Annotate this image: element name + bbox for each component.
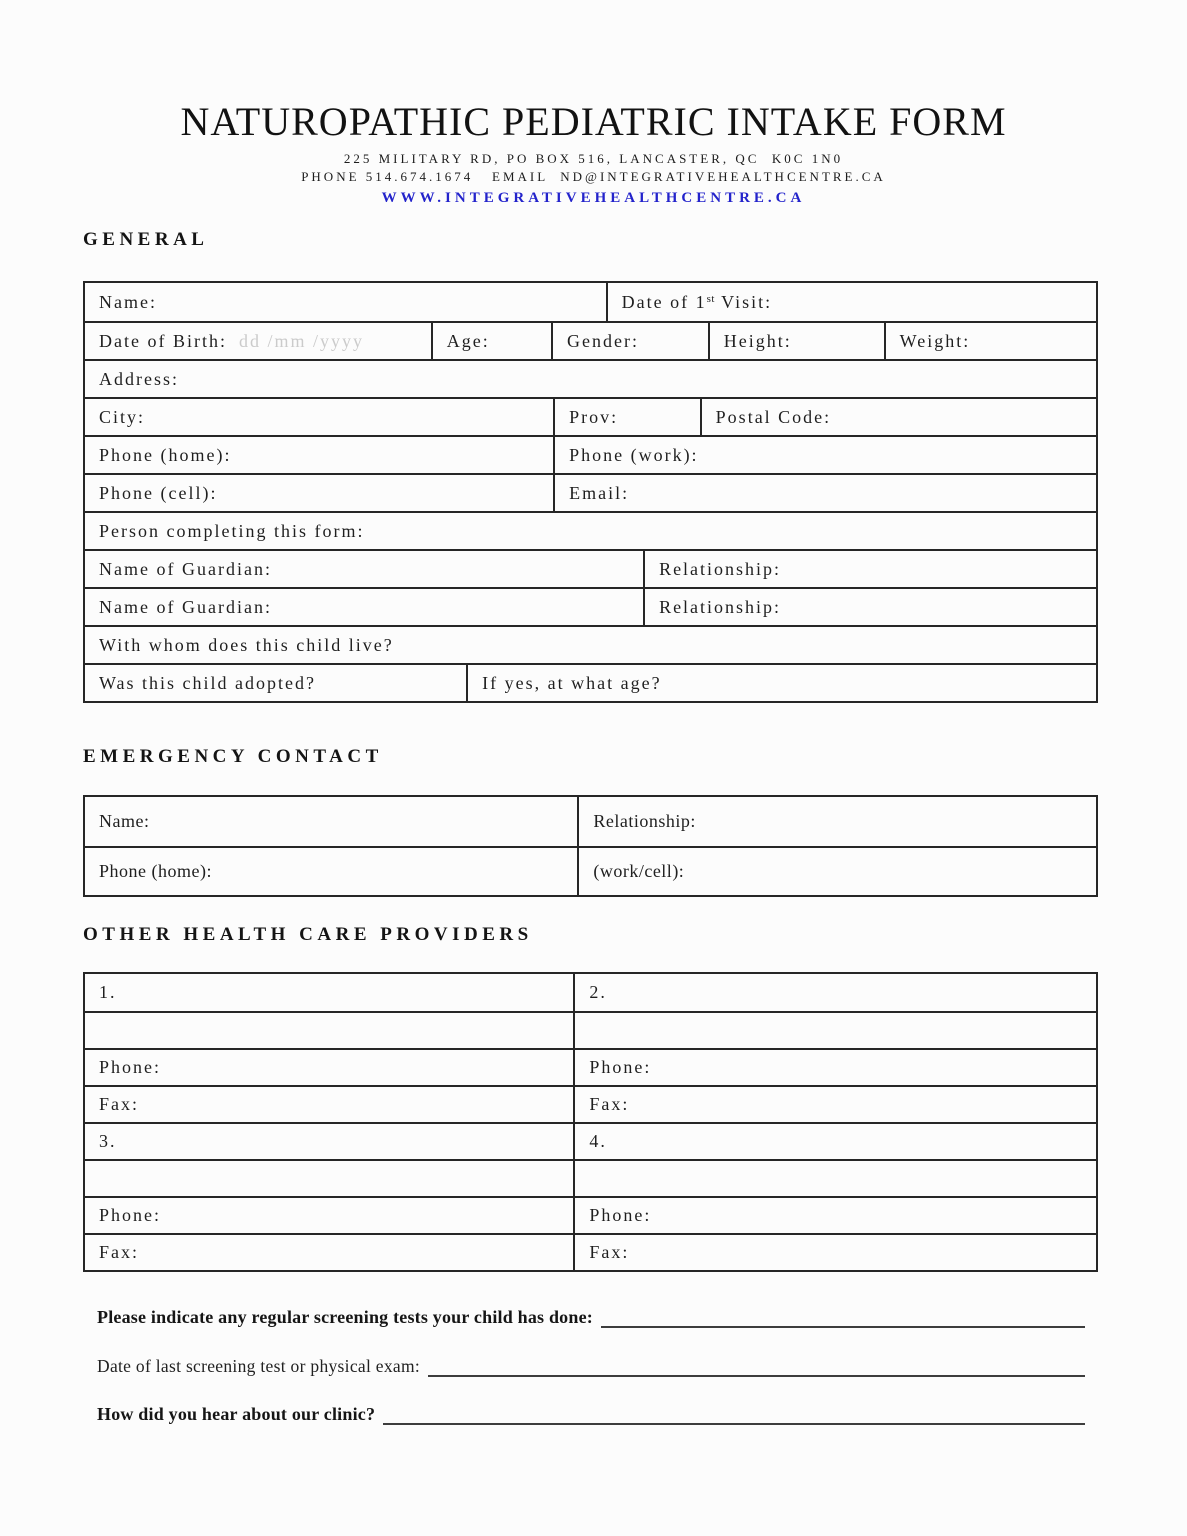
prov-field[interactable] — [553, 399, 700, 435]
date-of-birth-placeholder: dd /mm /yyyy — [238, 330, 364, 351]
table-row — [85, 1011, 1096, 1048]
guardian-1-relationship-field[interactable] — [643, 551, 1096, 587]
provider-4-details-field[interactable] — [573, 1161, 1096, 1196]
provider-2-phone-field[interactable] — [573, 1050, 1096, 1085]
table-row — [85, 321, 1096, 359]
table-row — [85, 1233, 1096, 1270]
city-label: City: — [99, 406, 146, 427]
guardian-2-name-label: Name of Guardian: — [99, 596, 272, 617]
table-row — [85, 1159, 1096, 1196]
table-row — [85, 473, 1096, 511]
age-label: Age: — [446, 330, 490, 351]
guardian-2-relationship-field[interactable] — [643, 589, 1096, 625]
table-row — [85, 1196, 1096, 1233]
provider-3-phone-label: Phone: — [99, 1205, 162, 1225]
general-heading: GENERAL — [83, 229, 209, 250]
age-field[interactable] — [431, 323, 551, 359]
providers-heading: OTHER HEALTH CARE PROVIDERS — [83, 924, 533, 945]
provider-2-name-field[interactable] — [573, 974, 1096, 1011]
address-label: Address: — [99, 368, 179, 389]
address-field[interactable] — [85, 361, 1096, 397]
provider-1-phone-label: Phone: — [99, 1057, 162, 1077]
provider-3-details-field[interactable] — [85, 1161, 573, 1196]
provider-3-fax-label: Fax: — [99, 1242, 140, 1262]
phone-home-label: Phone (home): — [99, 444, 232, 465]
providers-table — [83, 972, 1098, 1272]
guardian-2-relationship-label: Relationship: — [659, 596, 782, 617]
hear-about-blank[interactable] — [383, 1420, 1085, 1425]
general-table — [83, 281, 1098, 703]
last-screening-label: Date of last screening test or physical exam: — [97, 1356, 421, 1376]
table-row — [85, 283, 1096, 321]
screening-tests-line — [97, 1307, 1085, 1328]
emergency-work-cell-label: (work/cell): — [593, 861, 685, 881]
name-label: Name: — [99, 291, 157, 312]
last-screening-blank[interactable] — [428, 1372, 1085, 1377]
clinic-address: 225 MILITARY RD, PO BOX 516, LANCASTER, QC K0C 1N0 — [343, 151, 844, 166]
table-row — [85, 359, 1096, 397]
postal-code-label: Postal Code: — [715, 406, 832, 427]
person-completing-label: Person completing this form: — [99, 520, 365, 541]
provider-3-name-field[interactable] — [85, 1124, 573, 1159]
table-row — [85, 663, 1096, 701]
provider-4-fax-label: Fax: — [589, 1242, 630, 1262]
provider-3-phone-field[interactable] — [85, 1198, 573, 1233]
table-row — [85, 511, 1096, 549]
clinic-phone-email: PHONE 514.674.1674 EMAIL ND@INTEGRATIVEHEALTHCENTRE.CA — [301, 169, 886, 184]
emergency-relationship-field[interactable] — [577, 797, 1096, 846]
table-row — [85, 1048, 1096, 1085]
phone-work-label: Phone (work): — [569, 444, 699, 465]
emergency-contact-table — [83, 795, 1098, 897]
postal-code-field[interactable] — [700, 399, 1096, 435]
screening-tests-blank[interactable] — [601, 1323, 1085, 1328]
emergency-contact-heading: EMERGENCY CONTACT — [83, 746, 383, 767]
hear-about-label: How did you hear about our clinic? — [97, 1404, 376, 1424]
provider-4-phone-field[interactable] — [573, 1198, 1096, 1233]
first-visit-date-field[interactable] — [606, 283, 1096, 321]
form-title: NATUROPATHIC PEDIATRIC INTAKE FORM — [180, 99, 1007, 144]
height-label: Height: — [723, 330, 792, 351]
person-completing-field[interactable] — [85, 513, 1096, 549]
adopted-label: Was this child adopted? — [99, 672, 317, 693]
provider-1-fax-label: Fax: — [99, 1094, 140, 1114]
table-row — [85, 974, 1096, 1011]
emergency-phone-home-field[interactable] — [85, 848, 577, 895]
provider-4-name-field[interactable] — [573, 1124, 1096, 1159]
last-screening-line — [97, 1356, 1085, 1377]
name-field[interactable] — [85, 283, 606, 321]
screening-tests-label: Please indicate any regular screening tests your child has done: — [97, 1307, 593, 1327]
guardian-2-name-field[interactable] — [85, 589, 643, 625]
provider-2-fax-field[interactable] — [573, 1087, 1096, 1122]
child-lives-with-field[interactable] — [85, 627, 1096, 663]
hear-about-line — [97, 1404, 1085, 1425]
table-row — [85, 549, 1096, 587]
provider-1-name-field[interactable] — [85, 974, 573, 1011]
provider-3-number: 3. — [99, 1131, 117, 1151]
provider-2-details-field[interactable] — [573, 1013, 1096, 1048]
email-field[interactable] — [553, 475, 1096, 511]
table-row — [85, 397, 1096, 435]
gender-field[interactable] — [551, 323, 708, 359]
phone-cell-field[interactable] — [85, 475, 553, 511]
table-row — [85, 435, 1096, 473]
provider-4-number: 4. — [589, 1131, 607, 1151]
table-row — [85, 797, 1096, 846]
adopted-age-field[interactable] — [466, 665, 1096, 701]
guardian-1-relationship-label: Relationship: — [659, 558, 782, 579]
weight-label: Weight: — [899, 330, 971, 351]
provider-1-number: 1. — [99, 982, 117, 1002]
website-link[interactable]: WWW.INTEGRATIVEHEALTHCENTRE.CA — [381, 190, 806, 206]
provider-2-number: 2. — [589, 982, 607, 1002]
first-visit-label: Date of 1st Visit: — [621, 291, 773, 312]
emergency-name-field[interactable] — [85, 797, 577, 846]
table-row — [85, 587, 1096, 625]
guardian-1-name-label: Name of Guardian: — [99, 558, 272, 579]
adopted-field[interactable] — [85, 665, 466, 701]
date-of-birth-field[interactable] — [85, 323, 431, 359]
provider-1-phone-field[interactable] — [85, 1050, 573, 1085]
city-field[interactable] — [85, 399, 553, 435]
adopted-age-label: If yes, at what age? — [482, 672, 662, 693]
phone-work-field[interactable] — [553, 437, 1096, 473]
provider-1-details-field[interactable] — [85, 1013, 573, 1048]
table-row — [85, 625, 1096, 663]
date-of-birth-label: Date of Birth: — [99, 330, 227, 351]
provider-4-fax-field[interactable] — [573, 1235, 1096, 1270]
email-label: Email: — [569, 482, 630, 503]
emergency-phone-home-label: Phone (home): — [99, 861, 212, 881]
phone-cell-label: Phone (cell): — [99, 482, 218, 503]
emergency-name-label: Name: — [99, 811, 150, 831]
table-row — [85, 1085, 1096, 1122]
provider-2-phone-label: Phone: — [589, 1057, 652, 1077]
provider-4-phone-label: Phone: — [589, 1205, 652, 1225]
table-row — [85, 1122, 1096, 1159]
weight-field[interactable] — [884, 323, 1096, 359]
phone-home-field[interactable] — [85, 437, 553, 473]
height-field[interactable] — [708, 323, 884, 359]
gender-label: Gender: — [567, 330, 640, 351]
prov-label: Prov: — [569, 406, 619, 427]
emergency-work-cell-field[interactable] — [577, 848, 1096, 895]
emergency-relationship-label: Relationship: — [593, 811, 696, 831]
guardian-1-name-field[interactable] — [85, 551, 643, 587]
provider-2-fax-label: Fax: — [589, 1094, 630, 1114]
provider-1-fax-field[interactable] — [85, 1087, 573, 1122]
provider-3-fax-field[interactable] — [85, 1235, 573, 1270]
child-lives-with-label: With whom does this child live? — [99, 634, 394, 655]
table-row — [85, 846, 1096, 895]
